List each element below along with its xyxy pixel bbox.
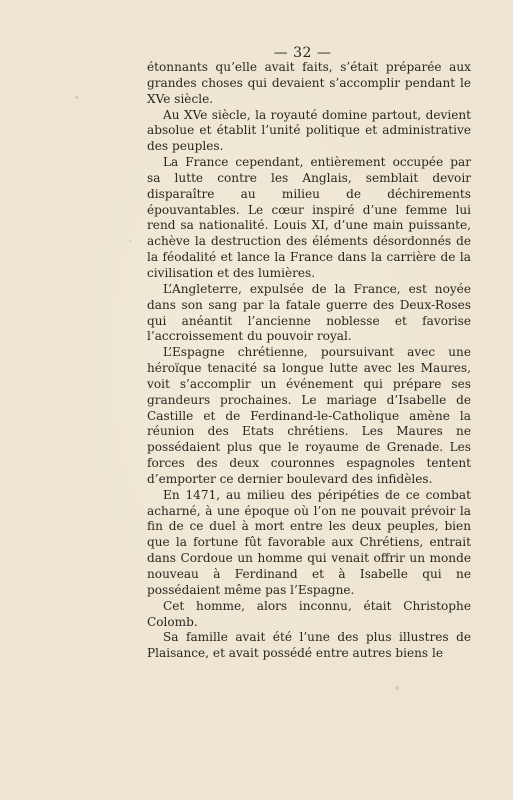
body-text: [147, 60, 471, 662]
paragraph: Sa famille avait été l’une des plus illustres de Plaisance, et avait possédé entre autres biens le: [147, 630, 471, 661]
paragraph: L’Angleterre, expulsée de la France, est noyée dans son sang par la fatale guerre des Deux-Roses qui anéantit l’ancienne noblesse et favorise l’accroissement du pouvoir royal.: [147, 281, 471, 344]
paragraph: En 1471, au milieu des péripéties de ce combat acharné, à une époque où l’on ne pouvait prévoir la fin de ce duel à mort entre les deux peuples, bien que la fortune fût favorable aux Chrétiens, entrait dans Cordoue un homme qui venait offrir un monde nouveau à Ferdinand et à Isabelle qui ne possédaient même pas l’Espagne.: [147, 487, 471, 597]
paper-stain: [129, 240, 131, 242]
paper-stain: [75, 96, 78, 99]
paragraph: Cet homme, alors inconnu, était Christophe Colomb.: [147, 598, 471, 629]
page-number: — 32 —: [273, 45, 332, 61]
paragraph: L’Espagne chrétienne, poursuivant avec une héroïque tenacité sa longue lutte avec les Maures, voit s’accomplir un événement qui prépare ses grandeurs prochaines. Le mariage d’Isabelle de Castille et de Ferdinand-le-Catholique amène la réunion des Etats chrétiens. Les Maures ne possédaient plus que le royaume de Grenade. Les forces des deux couronnes espagnoles tentent d’emporter ce dernier boulevard des infidèles.: [147, 345, 471, 486]
paragraph: Au XVe siècle, la royauté domine partout, devient absolue et établit l’unité politique et administrative des peuples.: [147, 107, 471, 154]
paper-stain: [395, 686, 399, 690]
paragraph: La France cependant, entièrement occupée par sa lutte contre les Anglais, semblait devoir disparaître au milieu de déchirements épouvantables. Le cœur inspiré d’une femme lui rend sa nationalité. Louis XI, d’une main puissante, achève la destruction des éléments désordonnés de la féodalité et lance la France dans la carrière de la civilisation et des lumières.: [147, 155, 471, 280]
paragraph: étonnants qu’elle avait faits, s’était préparée aux grandes choses qui devaient s’accomplir pendant le XVe siècle.: [147, 60, 471, 106]
